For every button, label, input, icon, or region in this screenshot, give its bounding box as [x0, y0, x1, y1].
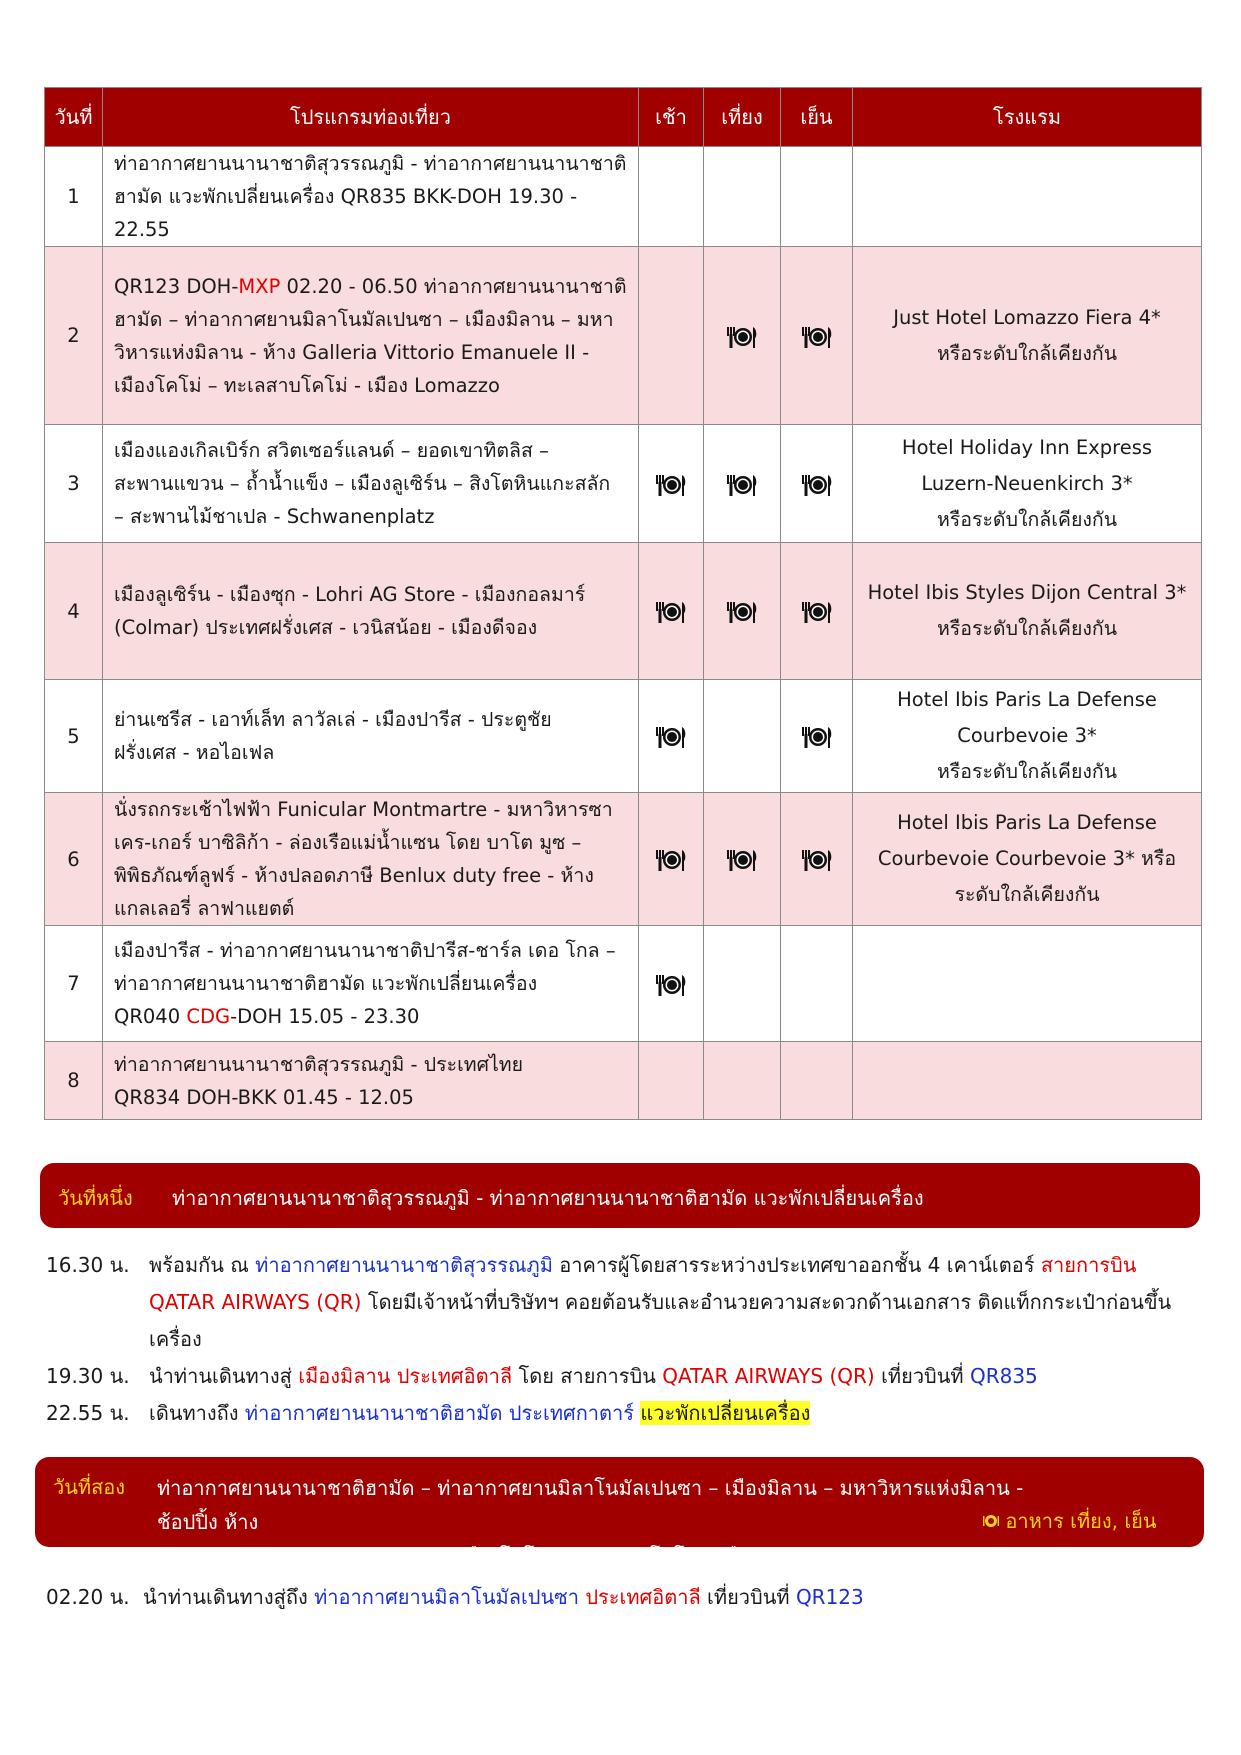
meal-breakfast-cell [639, 793, 704, 926]
program-text: เมืองแองเกิลเบิร์ก สวิตเซอร์แลนด์ – ยอดเขาทิตลิส – [114, 439, 549, 462]
program-line [114, 859, 628, 892]
meal-breakfast-cell [639, 543, 704, 680]
text-segment: เครื่อง [149, 1327, 202, 1351]
program-line [114, 303, 628, 336]
text-segment: เที่ยวบินที่ [700, 1585, 796, 1609]
program-cell [103, 680, 639, 793]
program-line [114, 967, 628, 1000]
program-text: วิหารแห่งมิลาน - ห้าง Galleria Vittorio Emanuele II - [114, 340, 590, 364]
day-number: 2 [45, 247, 103, 425]
program-line [114, 892, 628, 925]
meal-dinner-cell [781, 793, 853, 926]
program-text: ท่าอากาศยานนานาชาติฮามัด แวะพักเปลี่ยนเครื่อง [114, 972, 538, 995]
hotel-line: Hotel Ibis Styles Dijon Central 3* [867, 581, 1187, 604]
program-text: QR040 [114, 1005, 187, 1028]
program-text: เมืองปารีส - ท่าอากาศยานนานาชาติปารีส-ชาร์ล เดอ โกล – [114, 939, 616, 962]
program-line [114, 467, 628, 500]
meal-icon [800, 324, 834, 347]
program-cell [103, 926, 639, 1042]
airport-name: ท่าอากาศยานมิลาโนมัลเปนซา [314, 1585, 579, 1609]
meal-icon [654, 725, 688, 748]
program-text: เคร-เกอร์ บาซิลิก้า - ล่องเรือแม่น้ำแซน โดย บาโต มูซ – [114, 831, 582, 854]
day-number: 7 [45, 926, 103, 1042]
program-text: QR834 DOH-BKK 01.45 - 12.05 [114, 1085, 414, 1109]
meal-icon [725, 472, 759, 495]
text-segment: โดย สายการบิน [512, 1364, 663, 1388]
text-segment: พร้อมกัน ณ [149, 1253, 256, 1277]
flight-number: QR123 [795, 1585, 864, 1609]
day1-label: วันที่หนึ่ง [58, 1186, 133, 1210]
day-number: 8 [45, 1042, 103, 1120]
meal-icon [725, 600, 759, 623]
day1-banner [40, 1163, 1200, 1228]
schedule-text [143, 1579, 1203, 1616]
day2-label: วันที่สอง [53, 1475, 126, 1499]
program-line [114, 703, 628, 736]
airline-name: QATAR AIRWAYS (QR) [149, 1290, 362, 1314]
program-line [114, 1048, 628, 1081]
program-line [114, 578, 628, 611]
meal-icon [800, 600, 834, 623]
program-line [114, 213, 628, 246]
table-row [45, 926, 1202, 1042]
meal-dinner-cell [781, 926, 853, 1042]
meal-dinner-cell [781, 680, 853, 793]
meal-icon [654, 972, 688, 995]
hotel-line: Courbevoie Courbevoie 3* หรือ [877, 847, 1177, 870]
meal-breakfast-cell [639, 926, 704, 1042]
hotel-cell [853, 1042, 1202, 1120]
schedule-time: 19.30 น. [46, 1364, 130, 1388]
hotel-cell [853, 793, 1202, 926]
day2-title-line: Galleria Vittorio Emanuele II - เมืองโคโม่ – ทะเลสาบโคโม่ - เมือง Lomazzo [157, 1544, 854, 1568]
meal-icon [800, 472, 834, 495]
program-line [114, 369, 628, 402]
hotel-line: Just Hotel Lomazzo Fiera 4* [893, 305, 1161, 329]
hotel-cell [853, 247, 1202, 425]
program-text: 02.20 - 06.50 ท่าอากาศยานนานาชาติ [280, 274, 627, 298]
day-number: 4 [45, 543, 103, 680]
program-text: ย่านเซรีส - เอาท์เล็ท ลาวัลเล่ - เมืองปารีส - ประตูชัย [114, 708, 552, 731]
hotel-cell [853, 147, 1202, 247]
country-name: ประเทศอิตาลี [585, 1585, 701, 1609]
program-cell [103, 793, 639, 926]
program-text: (Colmar) ประเทศฝรั่งเศส - เวนิสน้อย - เมืองดีจอง [114, 616, 538, 639]
program-line [114, 500, 628, 533]
program-text: QR123 DOH- [114, 274, 239, 298]
table-row [45, 793, 1202, 926]
table-header-row [45, 88, 1202, 147]
table-row [45, 1042, 1202, 1120]
meal-breakfast-cell [639, 147, 704, 247]
meal-lunch-cell [704, 425, 781, 543]
text-segment: เดินทางถึง [149, 1401, 245, 1425]
header-hotel: โรงแรม [853, 88, 1202, 147]
hotel-line: Hotel Ibis Paris La Defense [897, 688, 1157, 711]
meal-dinner-cell [781, 425, 853, 543]
meal-dinner-cell [781, 1042, 853, 1120]
table-row [45, 425, 1202, 543]
schedule-time: 22.55 น. [46, 1401, 130, 1425]
meals-note-text: อาหาร เที่ยง, เย็น [999, 1509, 1157, 1533]
meal-icon [983, 1513, 999, 1529]
hotel-cell [853, 543, 1202, 680]
destination: เมืองมิลาน ประเทศอิตาลี [298, 1364, 513, 1388]
meal-icon [654, 600, 688, 623]
day1-title: ท่าอากาศยานนานาชาติสุวรรณภูมิ - ท่าอากาศยานนานาชาติฮามัด แวะพักเปลี่ยนเครื่อง [172, 1186, 924, 1210]
day2-banner [35, 1457, 1204, 1568]
text-segment: อาคารผู้โดยสารระหว่างประเทศขาออกชั้น 4 เคาน์เตอร์ [552, 1253, 1041, 1277]
hotel-line: ระดับใกล้เคียงกัน [954, 883, 1100, 906]
program-line [114, 934, 628, 967]
hotel-line: Courbevoie 3* [957, 724, 1097, 747]
meal-icon [654, 848, 688, 871]
day-number: 5 [45, 680, 103, 793]
itinerary-table [44, 87, 1202, 1120]
meal-breakfast-cell [639, 247, 704, 425]
schedule-time: 16.30 น. [46, 1253, 130, 1277]
table-row [45, 147, 1202, 247]
program-text: ฮามัด แวะพักเปลี่ยนเครื่อง QR835 BKK-DOH 19.30 - [114, 185, 578, 208]
day2-meals-note [983, 1505, 1157, 1537]
hotel-cell [853, 926, 1202, 1042]
program-line [114, 826, 628, 859]
hotel-line: Luzern-Neuenkirch 3* [921, 471, 1133, 495]
hotel-cell [853, 680, 1202, 793]
program-cell [103, 247, 639, 425]
program-line [114, 336, 628, 369]
program-text: เมืองโคโม่ – ทะเลสาบโคโม่ - เมือง Lomazzo [114, 373, 500, 397]
day2-title [157, 1471, 1057, 1573]
airport-name: ท่าอากาศยานนานาชาติฮามัด ประเทศกาตาร์ [244, 1401, 634, 1425]
text-segment: โดยมีเจ้าหน้าที่บริษัทฯ คอยต้อนรับและอำนวยความสะดวกด้านเอกสาร ติดแท็กกระเป๋าก่อนขึ้น [361, 1290, 1172, 1314]
header-lunch: เที่ยง [704, 88, 781, 147]
program-line [114, 736, 628, 769]
meal-dinner-cell [781, 247, 853, 425]
program-cell [103, 1042, 639, 1120]
transit-highlight: แวะพักเปลี่ยนเครื่อง [640, 1401, 811, 1425]
meal-lunch-cell [704, 926, 781, 1042]
program-line [114, 147, 628, 180]
program-text: ท่าอากาศยานนานาชาติสุวรรณภูมิ - ท่าอากาศยานนานาชาติ [114, 152, 627, 175]
meal-lunch-cell [704, 147, 781, 247]
program-line [114, 1081, 628, 1114]
program-text: ฮามัด – ท่าอากาศยานมิลาโนมัลเปนซา – เมืองมิลาน – มหา [114, 307, 614, 331]
meal-breakfast-cell [639, 1042, 704, 1120]
meal-lunch-cell [704, 793, 781, 926]
table-row [45, 680, 1202, 793]
hotel-line: Hotel Holiday Inn Express [901, 435, 1153, 459]
meal-icon [725, 848, 759, 871]
airport-code: MXP [238, 274, 281, 298]
meal-dinner-cell [781, 543, 853, 680]
schedule-time: 02.20 น. [46, 1585, 130, 1609]
header-dinner: เย็น [781, 88, 853, 147]
program-cell [103, 425, 639, 543]
header-breakfast: เช้า [639, 88, 704, 147]
schedule-text [149, 1358, 1209, 1395]
meal-icon [725, 324, 759, 347]
program-line [114, 1000, 628, 1033]
hotel-line: หรือระดับใกล้เคียงกัน [936, 760, 1118, 783]
hotel-line: Hotel Ibis Paris La Defense [897, 811, 1157, 834]
program-text: เมืองลูเซิร์น - เมืองซุก - Lohri AG Store - เมืองกอลมาร์ [114, 583, 586, 606]
meal-lunch-cell [704, 543, 781, 680]
table-row [45, 247, 1202, 425]
program-line [114, 434, 628, 467]
program-text: สะพานแขวน – ถ้ำน้ำแข็ง – เมืองลูเซิร์น – สิงโตหินแกะสลัก [114, 472, 611, 495]
program-text: นั่งรถกระเช้าไฟฟ้า Funicular Montmartre - มหาวิหารซา [114, 798, 613, 821]
meal-lunch-cell [704, 680, 781, 793]
airline-name: QATAR AIRWAYS (QR) [662, 1364, 875, 1388]
program-line [114, 793, 628, 826]
meal-icon [654, 472, 688, 495]
text-segment: นำท่านเดินทางสู่ [149, 1364, 299, 1388]
airport-code: CDG [186, 1005, 231, 1028]
meal-breakfast-cell [639, 425, 704, 543]
hotel-line: หรือระดับใกล้เคียงกัน [936, 617, 1118, 640]
hotel-line: หรือระดับใกล้เคียงกัน [936, 507, 1118, 531]
table-row [45, 543, 1202, 680]
day-number: 1 [45, 147, 103, 247]
flight-number: QR835 [969, 1364, 1038, 1388]
program-line [114, 180, 628, 213]
meal-dinner-cell [781, 147, 853, 247]
program-text: 22.55 [114, 218, 170, 241]
program-line [114, 611, 628, 644]
program-text: แกลเลอรี่ ลาฟาแยตต์ [114, 897, 295, 920]
schedule-text [149, 1395, 1209, 1432]
program-text: พิพิธภัณฑ์ลูฟร์ - ห้างปลอดภาษี Benlux duty free - ห้าง [114, 864, 594, 887]
meal-icon [800, 848, 834, 871]
hotel-line: หรือระดับใกล้เคียงกัน [936, 341, 1118, 365]
airline-label: สายการบิน [1040, 1253, 1137, 1277]
header-program: โปรแกรมท่องเที่ยว [103, 88, 639, 147]
meal-lunch-cell [704, 1042, 781, 1120]
program-cell [103, 543, 639, 680]
program-text: -DOH 15.05 - 23.30 [230, 1005, 420, 1028]
program-text: ฝรั่งเศส - หอไอเฟล [114, 741, 275, 764]
meal-icon [800, 725, 834, 748]
day-number: 6 [45, 793, 103, 926]
header-day: วันที่ [45, 88, 103, 147]
text-segment: นำท่านเดินทางสู่ถึง [143, 1585, 315, 1609]
meal-breakfast-cell [639, 680, 704, 793]
meal-lunch-cell [704, 247, 781, 425]
day-number: 3 [45, 425, 103, 543]
airport-name: ท่าอากาศยานนานาชาติสุวรรณภูมิ [255, 1253, 553, 1277]
day2-title-line: ท่าอากาศยานนานาชาติฮามัด – ท่าอากาศยานมิลาโนมัลเปนซา – เมืองมิลาน – มหาวิหารแห่งมิลาน - ช้อปปิ้ง ห้าง [157, 1476, 1024, 1534]
schedule-text [149, 1247, 1209, 1358]
program-cell [103, 147, 639, 247]
text-segment: เที่ยวบินที่ [874, 1364, 970, 1388]
hotel-cell [853, 425, 1202, 543]
program-line [114, 270, 628, 303]
program-text: ท่าอากาศยานนานาชาติสุวรรณภูมิ - ประเทศไทย [114, 1052, 524, 1076]
program-text: – สะพานไม้ชาเปล - Schwanenplatz [114, 505, 435, 528]
